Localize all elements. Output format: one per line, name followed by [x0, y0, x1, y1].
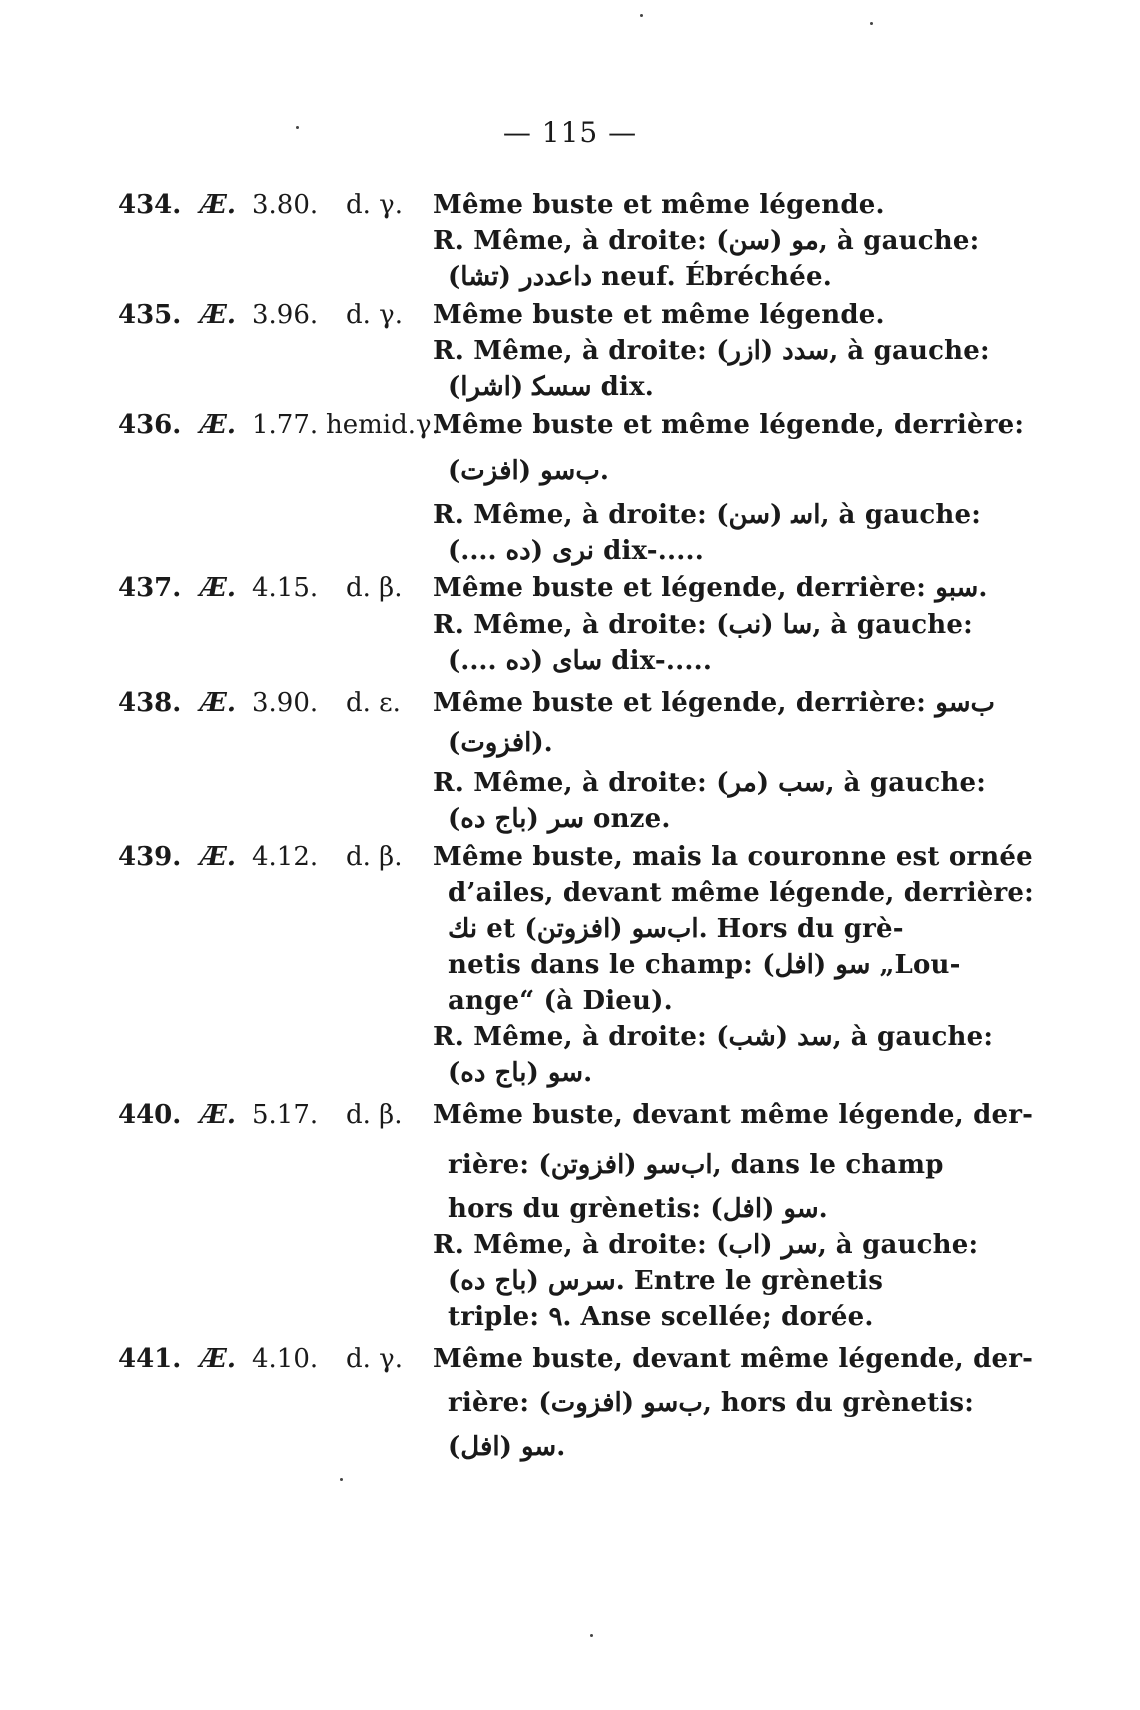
entry-number: 438.	[118, 688, 182, 718]
scan-speck	[340, 1478, 343, 1481]
entry-number: 435.	[118, 300, 182, 330]
entry-line: Même buste et même légende, derrière:	[433, 410, 1025, 440]
entry-line: ange“ (à Dieu).	[448, 986, 673, 1016]
scan-speck	[296, 126, 299, 129]
scan-speck	[640, 14, 643, 17]
entry-line: Même buste et légende, derrière: ﺳﺒﻮ.	[433, 573, 988, 603]
denomination: d. ε.	[346, 688, 401, 718]
entry-line: ﻧﺮﻯ (ده ....) dix-.....	[448, 536, 705, 566]
metal: Æ.	[200, 842, 236, 872]
weight: 3.96.	[252, 300, 319, 330]
entry-line: hors du grènetis: ﺳﻮ (افل).	[448, 1194, 828, 1224]
entry-line: R. Même, à droite: ﺍﺳ (سن), à gauche:	[433, 500, 982, 530]
entry-number: 434.	[118, 190, 182, 220]
entry-line: R. Même, à droite: ﺳﺪﺩ (ازر), à gauche:	[433, 336, 990, 366]
entry-line: ﺳﻮ (افل).	[448, 1432, 566, 1462]
metal: Æ.	[200, 300, 236, 330]
weight: 5.17.	[252, 1100, 319, 1130]
denomination: d. β.	[346, 1100, 403, 1130]
entry-line: netis dans le champ: ﺳﻮ (افل) „Lou-	[448, 950, 961, 980]
entry-line: triple: ٩. Anse scellée; dorée.	[448, 1302, 874, 1332]
denomination: d. γ.	[346, 1344, 403, 1374]
weight: 4.12.	[252, 842, 319, 872]
entry-number: 437.	[118, 573, 182, 603]
entry-line: R. Même, à droite: ﺳﺎ (نب), à gauche:	[433, 610, 973, 640]
entry-number: 439.	[118, 842, 182, 872]
denomination: d. γ.	[346, 300, 403, 330]
entry-line: Même buste et légende, derrière: ﺏﺳﻮ	[433, 688, 995, 718]
entry-line: d’ailes, devant même légende, derrière:	[448, 878, 1034, 908]
entry-line: ﺳﺴﮑ (اشرا) dix.	[448, 372, 655, 402]
denomination: d. β.	[346, 573, 403, 603]
entry-line: R. Même, à droite: ﺳﺐ (مر), à gauche:	[433, 768, 987, 798]
entry-line: (افزوت).	[448, 728, 553, 758]
entry-line: R. Même, à droite: ﺳﺪ (شب), à gauche:	[433, 1022, 994, 1052]
entry-line: ﺩﺍﻋﺪﺩﺭ (تشا) neuf. Ébréchée.	[448, 262, 832, 292]
entry-line: Même buste, devant même légende, der-	[433, 1344, 1034, 1374]
weight: 4.15.	[252, 573, 319, 603]
metal: Æ.	[200, 410, 236, 440]
entry-line: ﺏﺳﻮ (افزت).	[448, 456, 609, 486]
entry-line: R. Même, à droite: ﻣﻮ (سن), à gauche:	[433, 226, 980, 256]
weight: 4.10.	[252, 1344, 319, 1374]
entry-line: rière: ﺍﺏﺳﻮ (افزوتن), dans le champ	[448, 1150, 944, 1180]
metal: Æ.	[200, 190, 236, 220]
entry-line: Même buste, devant même légende, der-	[433, 1100, 1034, 1130]
metal: Æ.	[200, 573, 236, 603]
entry-line: rière: ﺏﺳﻮ (افزوت), hors du grènetis:	[448, 1388, 975, 1418]
entry-line: ﺳﺮﺱ (باج ده). Entre le grènetis	[448, 1266, 884, 1296]
denomination: hemid.γ.	[326, 410, 440, 440]
weight: 3.80.	[252, 190, 319, 220]
entry-line: Même buste et même légende.	[433, 300, 885, 330]
entry-number: 441.	[118, 1344, 182, 1374]
weight: 1.77.	[252, 410, 319, 440]
scan-speck	[590, 1634, 593, 1637]
entry-line: Même buste, mais la couronne est ornée	[433, 842, 1033, 872]
denomination: d. γ.	[346, 190, 403, 220]
entry-line: ﺳﻮ (باج ده).	[448, 1058, 593, 1088]
entry-line: ﺳﺎﻯ (ده ....) dix-.....	[448, 646, 713, 676]
entry-line: ﺳﺮ (باج ده) onze.	[448, 804, 671, 834]
scan-speck	[870, 22, 873, 25]
entry-line: ﻧﻚ et ﺍﺏﺳﻮ (افزوتن). Hors du grè-	[448, 914, 904, 944]
metal: Æ.	[200, 1100, 236, 1130]
entry-number: 440.	[118, 1100, 182, 1130]
entry-number: 436.	[118, 410, 182, 440]
metal: Æ.	[200, 1344, 236, 1374]
denomination: d. β.	[346, 842, 403, 872]
metal: Æ.	[200, 688, 236, 718]
entry-line: R. Même, à droite: ﺳﺮ (اب), à gauche:	[433, 1230, 979, 1260]
page-number: — 115 —	[502, 116, 638, 149]
entry-line: Même buste et même légende.	[433, 190, 885, 220]
weight: 3.90.	[252, 688, 319, 718]
